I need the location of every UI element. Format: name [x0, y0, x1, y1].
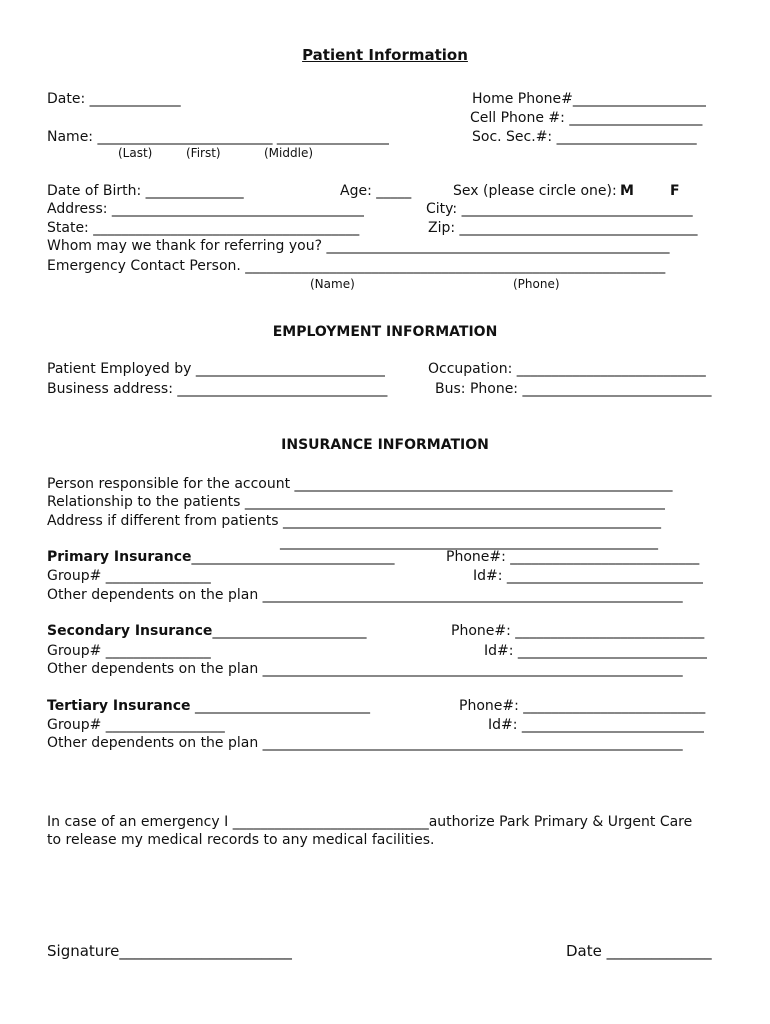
address-field[interactable]: Address: ____________________________________: [47, 201, 364, 217]
tertiary-insurance-label: Tertiary Insurance: [47, 698, 191, 714]
primary-insurance-label: Primary Insurance: [47, 549, 192, 565]
tertiary-insurance-line[interactable]: _________________________: [194, 698, 370, 714]
city-field[interactable]: City: _________________________________: [426, 201, 693, 217]
relationship-field[interactable]: Relationship to the patients ____________________________________________________________: [47, 494, 665, 510]
employment-heading: EMPLOYMENT INFORMATION: [272, 324, 498, 340]
sex-option-f[interactable]: F: [670, 183, 680, 199]
emergency-contact-field[interactable]: Emergency Contact Person. ____________________________________________________________: [47, 258, 666, 274]
secondary-insurance-field[interactable]: [47, 622, 366, 640]
referral-field[interactable]: Whom may we thank for referring you? _________________________________________________: [47, 238, 670, 254]
ssn-field[interactable]: Soc. Sec.#: ____________________: [472, 129, 697, 145]
primary-group-field[interactable]: Group# _______________: [47, 568, 211, 584]
secondary-insurance-label: Secondary Insurance: [47, 623, 213, 639]
insurance-heading: INSURANCE INFORMATION: [281, 437, 489, 453]
signature-field[interactable]: Signature_______________________: [47, 942, 292, 960]
occupation-field[interactable]: Occupation: ___________________________: [428, 361, 706, 377]
primary-insurance-line[interactable]: _____________________________: [191, 549, 395, 565]
name-first-caption: (First): [186, 146, 221, 160]
alternate-address-field[interactable]: Address if different from patients ______________________________________________________: [47, 513, 661, 529]
secondary-id-field[interactable]: Id#: ___________________________: [484, 643, 707, 659]
name-field[interactable]: Name: _________________________ ________________: [47, 129, 389, 145]
dob-field[interactable]: Date of Birth: ______________: [47, 183, 244, 199]
age-field[interactable]: Age: _____: [340, 183, 412, 199]
tertiary-dependents-field[interactable]: Other dependents on the plan ____________________________________________________________: [47, 735, 683, 751]
secondary-phone-field[interactable]: Phone#: ___________________________: [451, 623, 705, 639]
primary-dependents-field[interactable]: Other dependents on the plan ____________________________________________________________: [47, 587, 683, 603]
state-field[interactable]: State: ______________________________________: [47, 220, 360, 236]
name-last-caption: (Last): [118, 146, 153, 160]
primary-id-field[interactable]: Id#: ____________________________: [473, 568, 703, 584]
business-phone-field[interactable]: Bus: Phone: ___________________________: [435, 381, 712, 397]
sex-label: Sex (please circle one):: [453, 183, 617, 199]
business-address-field[interactable]: Business address: ______________________________: [47, 381, 388, 397]
name-middle-caption: (Middle): [264, 146, 314, 160]
emergency-name-caption: (Name): [310, 277, 355, 291]
responsible-party-field[interactable]: Person responsible for the account ______________________________________________________: [47, 476, 673, 492]
sex-option-m[interactable]: M: [620, 183, 634, 199]
employed-by-field[interactable]: Patient Employed by ___________________________: [47, 361, 385, 377]
tertiary-group-field[interactable]: Group# _________________: [47, 717, 225, 733]
tertiary-phone-field[interactable]: Phone#: __________________________: [459, 698, 706, 714]
cell-phone-field[interactable]: Cell Phone #: ___________________: [470, 110, 703, 126]
home-phone-field[interactable]: Home Phone#___________________: [472, 91, 706, 107]
zip-field[interactable]: Zip: __________________________________: [428, 220, 698, 236]
page-title: Patient Information: [302, 46, 468, 64]
authorization-line-2: to release my medical records to any medical facilities.: [47, 832, 435, 848]
authorization-line-1[interactable]: In case of an emergency I ____________________________authorize Park Primary & Urgent Care: [47, 814, 693, 830]
secondary-dependents-field[interactable]: Other dependents on the plan ____________________________________________________________: [47, 661, 683, 677]
emergency-phone-caption: (Phone): [513, 277, 560, 291]
date-field[interactable]: Date: _____________: [47, 91, 181, 107]
primary-phone-field[interactable]: Phone#: ___________________________: [446, 549, 700, 565]
tertiary-insurance-field[interactable]: [47, 697, 370, 715]
alternate-address-line2[interactable]: ______________________________________________________: [280, 534, 658, 550]
secondary-group-field[interactable]: Group# _______________: [47, 643, 211, 659]
primary-insurance-field[interactable]: [47, 548, 395, 566]
signature-date-field[interactable]: Date ______________: [566, 942, 712, 960]
secondary-insurance-line[interactable]: ______________________: [212, 623, 367, 639]
tertiary-id-field[interactable]: Id#: __________________________: [488, 717, 704, 733]
